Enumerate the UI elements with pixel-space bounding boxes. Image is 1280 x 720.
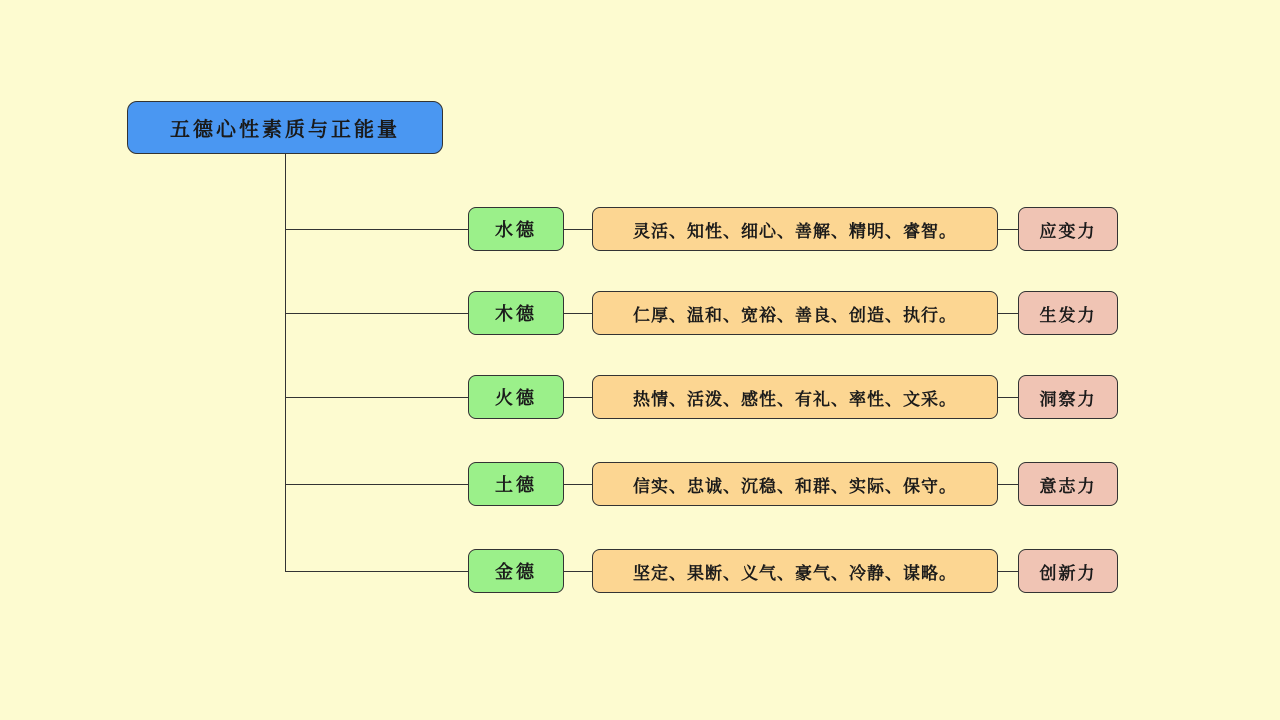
link-line-5a [564,571,592,572]
traits-node-5 [592,549,998,593]
branch-line-5 [285,571,468,572]
element-node-2 [468,291,564,335]
element-node-5 [468,549,564,593]
traits-node-2 [592,291,998,335]
link-line-1b [998,229,1018,230]
branch-line-1 [285,229,468,230]
link-line-5b [998,571,1018,572]
element-node-3 [468,375,564,419]
link-line-3b [998,397,1018,398]
element-node-1-label: 水德 [495,220,537,240]
link-line-3a [564,397,592,398]
link-line-2a [564,313,592,314]
traits-node-4-label: 信实、忠诚、沉稳、和群、实际、保守。 [633,476,957,496]
power-node-4 [1018,462,1118,506]
power-node-3 [1018,375,1118,419]
traits-node-1-label: 灵活、知性、细心、善解、精明、睿智。 [633,221,957,241]
traits-node-1 [592,207,998,251]
element-node-4 [468,462,564,506]
power-node-5-label: 创新力 [1039,563,1097,583]
link-line-4b [998,484,1018,485]
link-line-2b [998,313,1018,314]
branch-line-4 [285,484,468,485]
element-node-4-label: 土德 [495,475,537,495]
traits-node-2-label: 仁厚、温和、宽裕、善良、创造、执行。 [633,305,957,325]
traits-node-5-label: 坚定、果断、义气、豪气、冷静、谋略。 [633,563,957,583]
power-node-1-label: 应变力 [1039,221,1097,241]
power-node-4-label: 意志力 [1039,476,1097,496]
traits-node-3 [592,375,998,419]
traits-node-4 [592,462,998,506]
element-node-2-label: 木德 [495,304,537,324]
root-node-label: 五德心性素质与正能量 [170,119,400,141]
link-line-1a [564,229,592,230]
branch-line-2 [285,313,468,314]
power-node-2-label: 生发力 [1039,305,1097,325]
power-node-2 [1018,291,1118,335]
power-node-3-label: 洞察力 [1039,389,1097,409]
element-node-5-label: 金德 [495,562,537,582]
trunk-line [285,154,286,572]
traits-node-3-label: 热情、活泼、感性、有礼、率性、文采。 [633,389,957,409]
branch-line-3 [285,397,468,398]
link-line-4a [564,484,592,485]
element-node-1 [468,207,564,251]
power-node-5 [1018,549,1118,593]
power-node-1 [1018,207,1118,251]
element-node-3-label: 火德 [495,388,537,408]
root-node [127,101,443,154]
